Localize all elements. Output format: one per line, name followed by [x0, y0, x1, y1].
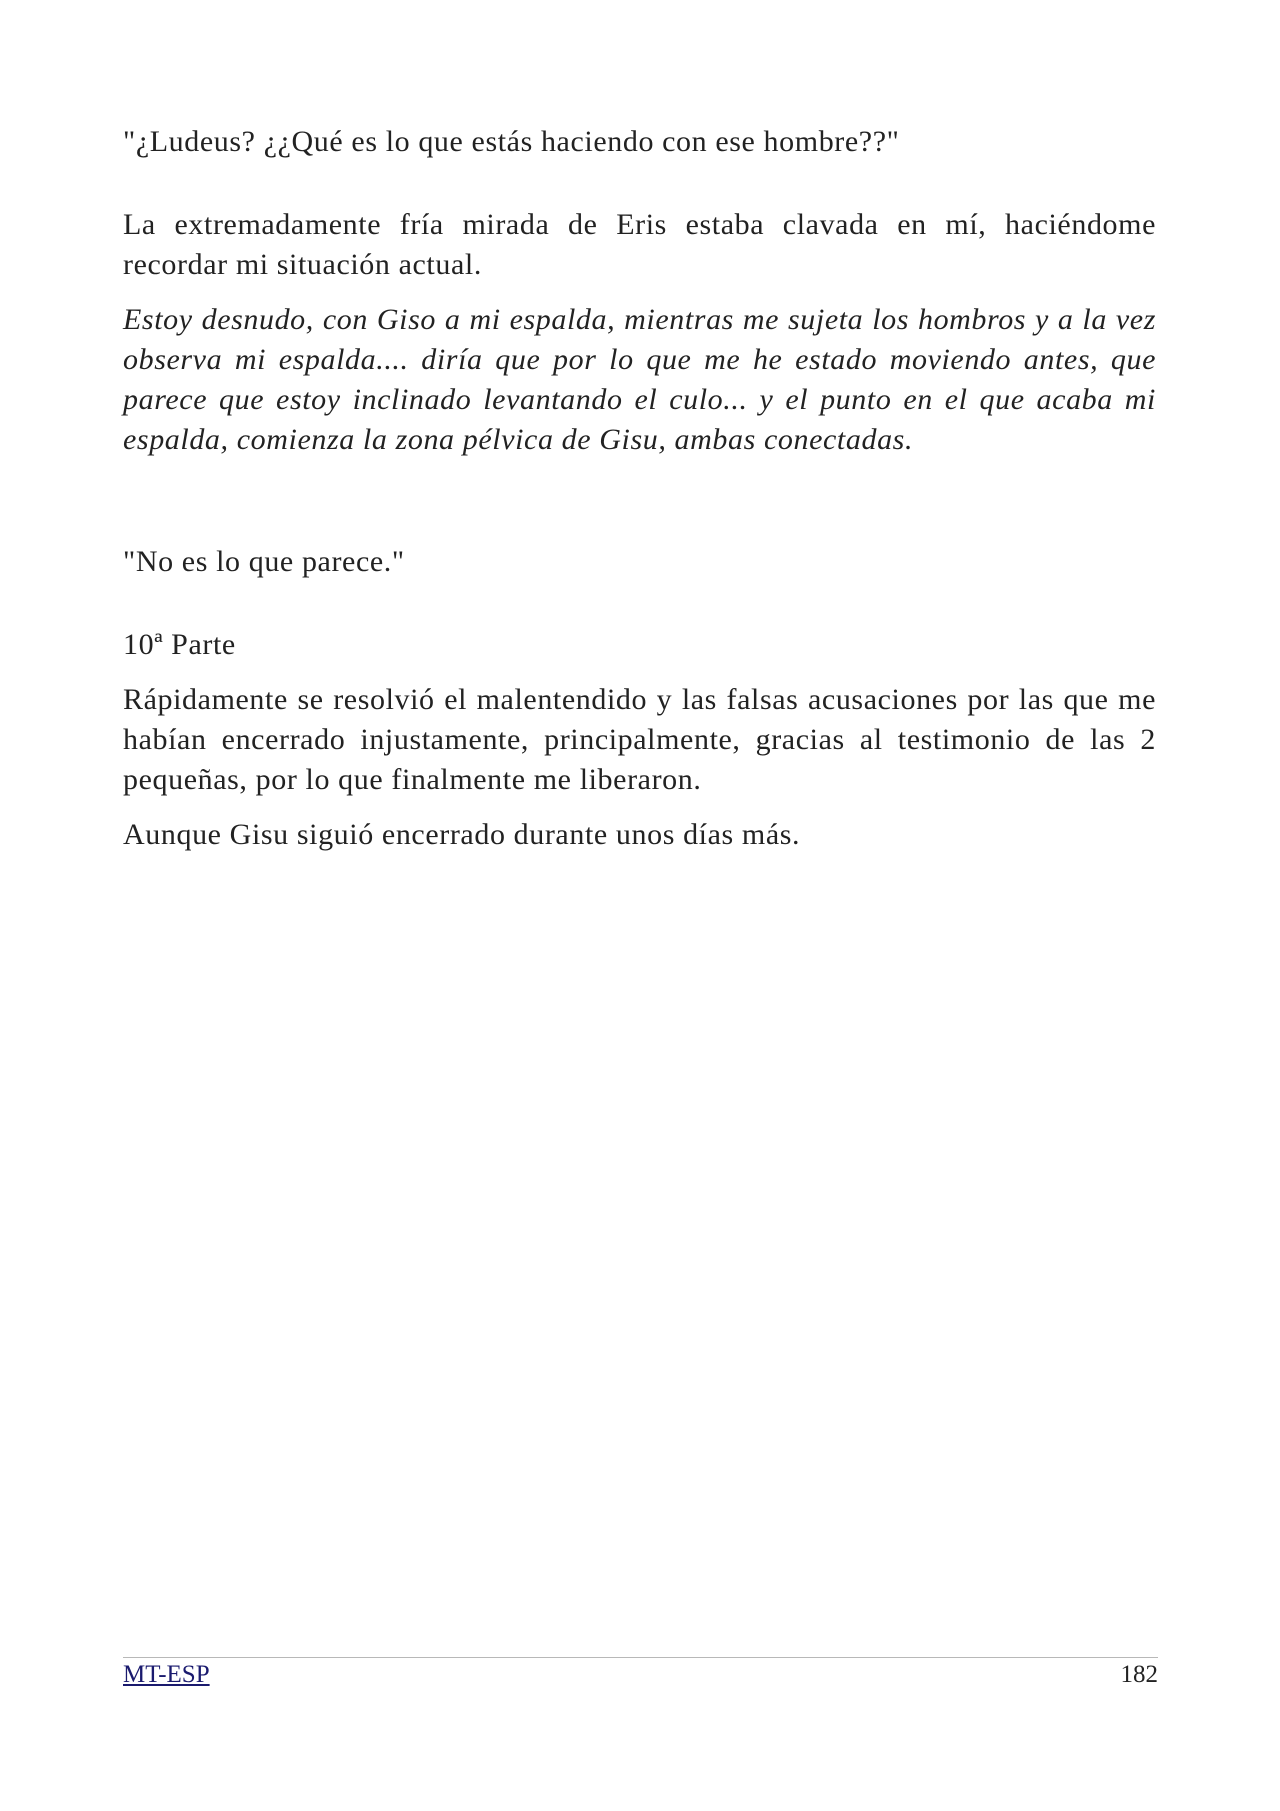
dialogue-line-eris: "¿Ludeus? ¿¿Qué es lo que estás haciendo con ese hombre??" — [123, 125, 900, 158]
narration-paragraph: Aunque Gisu siguió encerrado durante unos días más. — [123, 818, 801, 851]
inner-thought-paragraph: Estoy desnudo, con Giso a mi espalda, mientras me sujeta los hombros y a la vez observa mi espalda.... diría que por lo que me he estado moviendo antes, que parece que estoy inclinado levantando el culo... y el punto en el que acaba mi espalda, comienza la zona pélvica de Gisu, ambas conectadas. — [123, 303, 1156, 456]
section-heading: 10ª Parte — [123, 628, 236, 661]
footer-link[interactable]: MT-ESP — [123, 1661, 210, 1688]
narration-paragraph: La extremadamente fría mirada de Eris estaba clavada en mí, haciéndome recordar mi situación actual. — [123, 208, 1156, 281]
page-number: 182 — [1120, 1661, 1158, 1688]
narration-paragraph: Rápidamente se resolvió el malentendido y las falsas acusaciones por las que me habían encerrado injustamente, principalmente, gracias al testimonio de las 2 pequeñas, por lo que finalmente me liberaron. — [123, 683, 1156, 796]
dialogue-line-ludeus: "No es lo que parece." — [123, 545, 405, 578]
footer-divider — [123, 1657, 1158, 1658]
